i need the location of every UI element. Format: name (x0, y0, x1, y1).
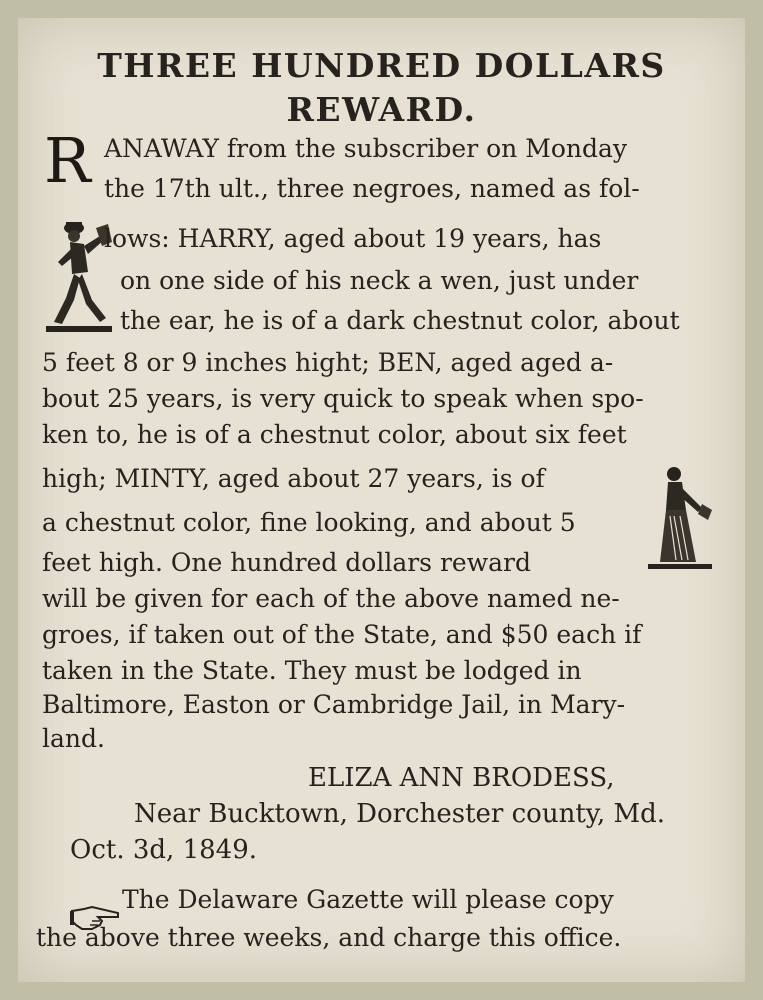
body-line-8: ken to, he is of a chestnut color, about six feet (42, 420, 627, 449)
body-line-4: on one side of his neck a wen, just under (120, 266, 639, 295)
body-line-7: bout 25 years, is very quick to speak when spo- (42, 384, 644, 413)
signature-date: Oct. 3d, 1849. (70, 835, 258, 865)
body-line-12: will be given for each of the above named ne- (42, 584, 620, 613)
notice-line-2: the above three weeks, and charge this office. (36, 923, 622, 952)
body-line-10: a chestnut color, fine looking, and about 5 (42, 508, 576, 537)
body-line-15: Baltimore, Easton or Cambridge Jail, in Mary- (42, 690, 626, 719)
body-line-1: ANAWAY from the subscriber on Monday (104, 134, 627, 163)
advertisement-clipping (18, 18, 745, 982)
body-line-14: taken in the State. They must be lodged in (42, 656, 582, 685)
body-line-6: 5 feet 8 or 9 inches hight; BEN, aged aged a- (42, 348, 614, 377)
body-line-13: groes, if taken out of the State, and $50 each if (42, 620, 642, 649)
body-line-5: the ear, he is of a dark chestnut color, about (120, 306, 680, 335)
body-line-11: feet high. One hundred dollars reward (42, 548, 531, 577)
drop-cap: R (44, 124, 91, 197)
body-line-9: high; MINTY, aged about 27 years, is of (42, 464, 545, 493)
body-line-16: land. (42, 724, 105, 753)
headline-line-1: THREE HUNDRED DOLLARS (97, 46, 666, 85)
body-line-3: lows: HARRY, aged about 19 years, has (104, 224, 602, 253)
notice-line-1: The Delaware Gazette will please copy (122, 885, 614, 914)
signature-location: Near Bucktown, Dorchester county, Md. (134, 799, 666, 829)
body-line-2: the 17th ult., three negroes, named as fol- (104, 174, 640, 203)
woman-woodcut-icon (640, 464, 718, 574)
headline-line-2: REWARD. (286, 90, 477, 129)
signature-name: ELIZA ANN BRODESS, (308, 763, 615, 793)
